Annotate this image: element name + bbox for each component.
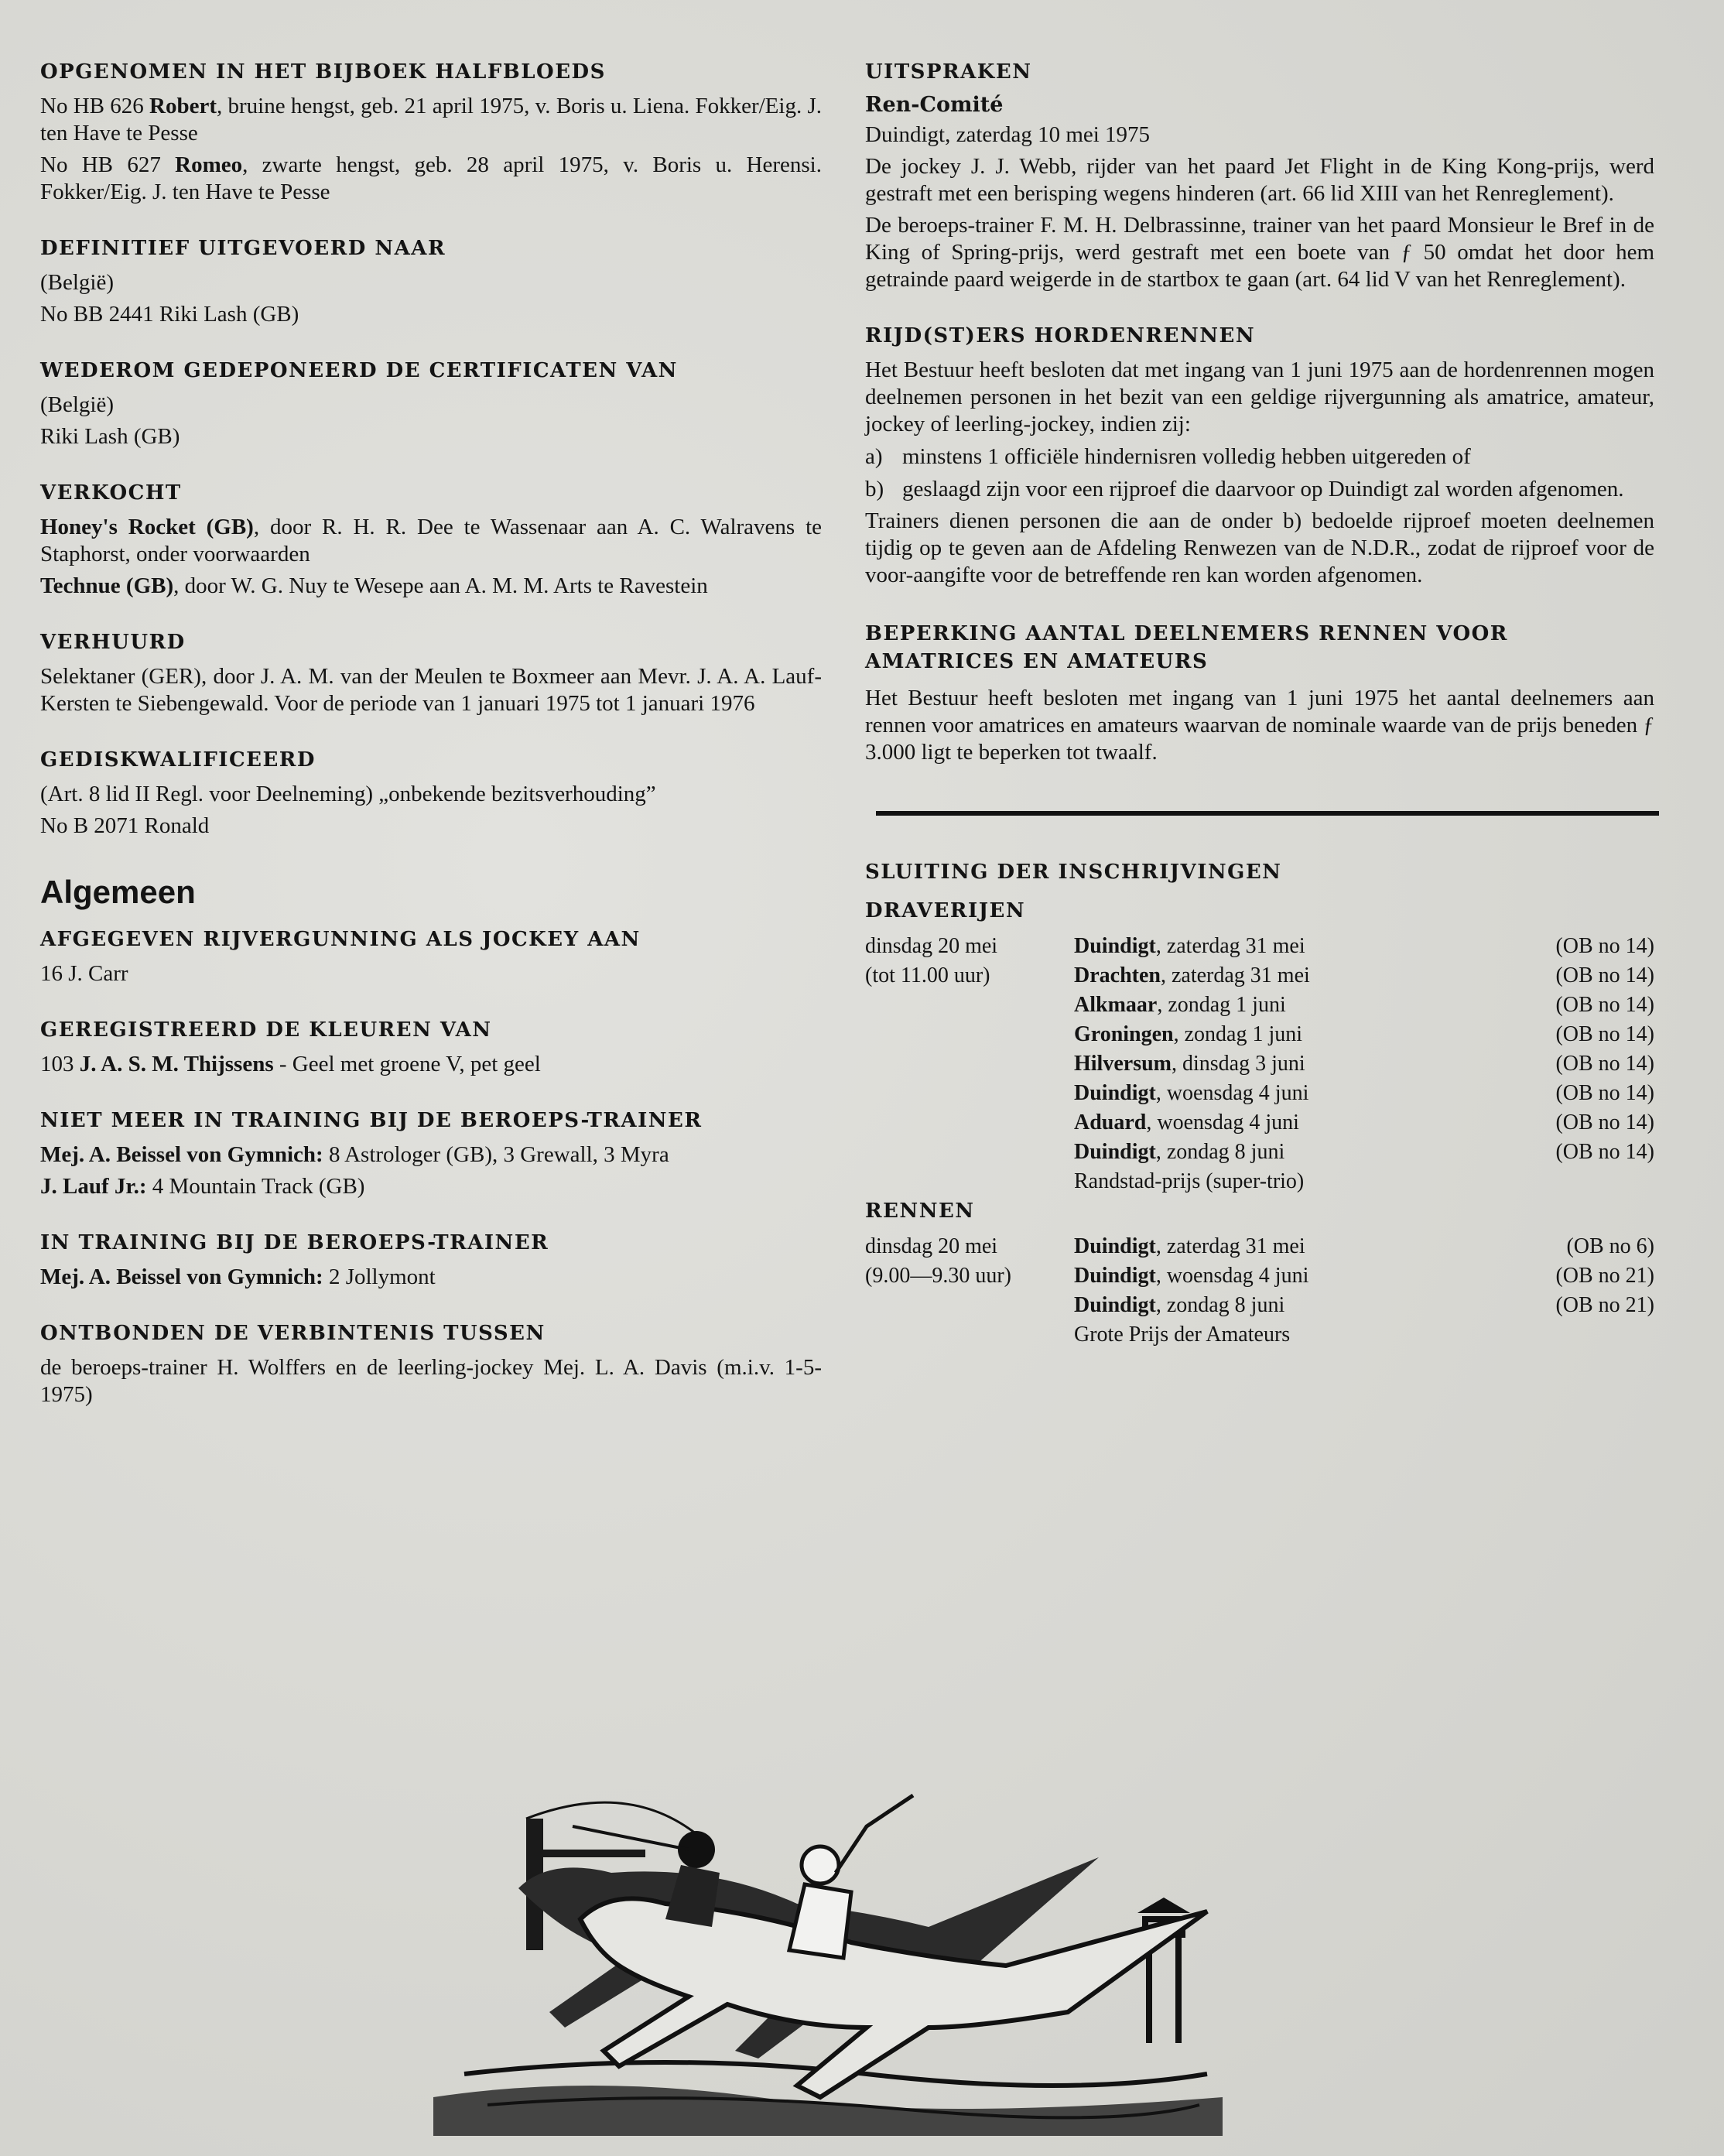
subheading-draverijen: DRAVERIJEN [865, 899, 1026, 922]
deadline-cell: (tot 11.00 uur) [865, 963, 990, 987]
draverijen-schedule [865, 932, 1654, 1196]
schedule-note-row [865, 1167, 1654, 1196]
country-line: (België) [40, 392, 115, 417]
entry: No B 2071 Ronald [40, 813, 210, 838]
meeting-cell: Duindigt, zondag 8 juni [1074, 1293, 1285, 1317]
divider-rule [876, 811, 1659, 816]
schedule-row [865, 1020, 1654, 1049]
schedule-row [865, 1138, 1654, 1167]
section-uitspraken [865, 60, 1654, 293]
section-sluiting [865, 861, 1654, 1350]
entry: No BB 2441 Riki Lash (GB) [40, 302, 299, 327]
meeting-cell: Duindigt, woensdag 4 juni [1074, 1081, 1309, 1105]
entry: Riki Lash (GB) [40, 424, 180, 449]
section-niet-meer-in-training [40, 1109, 822, 1200]
deadline-cell: dinsdag 20 mei [865, 1234, 998, 1258]
entry: Selektaner (GER), door J. A. M. van der Meulen te Boxmeer aan Mevr. J. A. A. Lauf-Kersten te Siebengewald. Voor de periode van 1 januari 1975 tot 1 januari 1976 [40, 664, 822, 716]
entry: Technue (GB), door W. G. Nuy te Wesepe aan A. M. M. Arts te Ravestein [40, 573, 708, 598]
section-heading: IN TRAINING BIJ DE BEROEPS-TRAINER [40, 1231, 549, 1254]
ob-reference-cell: (OB no 14) [1555, 993, 1654, 1017]
entry: Honey's Rocket (GB), door R. H. R. Dee te Wassenaar aan A. C. Walravens te Staphorst, onder voorwaarden [40, 515, 822, 566]
schedule-row [865, 1232, 1654, 1261]
section-uitgevoerd [40, 237, 822, 328]
entry: 16 J. Carr [40, 961, 128, 986]
meeting-cell: Duindigt, zaterdag 31 mei [1074, 1234, 1305, 1258]
section-bijboek [40, 60, 822, 206]
meeting-cell: Hilversum, dinsdag 3 juni [1074, 1052, 1305, 1076]
deadline-cell [865, 1138, 1074, 1167]
section-heading: GEDISKWALIFICEERD [40, 748, 316, 772]
section-heading: VERHUURD [40, 631, 186, 654]
subheading-rennen: RENNEN [865, 1199, 975, 1223]
section-heading: UITSPRAKEN [865, 60, 1032, 84]
schedule-row [865, 961, 1654, 991]
deadline-cell: (9.00—9.30 uur) [865, 1264, 1011, 1288]
entry: No HB 626 Robert, bruine hengst, geb. 21 april 1975, v. Boris u. Liena. Fokker/Eig. J. ten Have te Pesse [40, 94, 823, 145]
deadline-cell [865, 1049, 1074, 1079]
section-heading: VERKOCHT [40, 481, 182, 505]
ob-reference-cell: (OB no 14) [1555, 1081, 1654, 1105]
left-column [40, 60, 822, 1439]
rennen-schedule [865, 1232, 1654, 1350]
meeting-cell: Duindigt, woensdag 4 juni [1074, 1264, 1309, 1288]
section-heading: SLUITING DER INSCHRIJVINGEN [865, 861, 1282, 884]
entry: Mej. A. Beissel von Gymnich: 8 Astrologer (GB), 3 Grewall, 3 Myra [40, 1142, 669, 1167]
section-heading: DEFINITIEF UITGEVOERD NAAR [40, 237, 446, 260]
meeting-cell: Aduard, woensdag 4 juni [1074, 1111, 1299, 1134]
date-line: Duindigt, zaterdag 10 mei 1975 [865, 122, 1151, 147]
entry: 103 J. A. S. M. Thijssens - Geel met groene V, pet geel [40, 1052, 541, 1076]
race-name-note: Grote Prijs der Amateurs [1074, 1323, 1291, 1347]
schedule-row [865, 1049, 1654, 1079]
entry: J. Lauf Jr.: 4 Mountain Track (GB) [40, 1174, 365, 1199]
section-hordenrennen [865, 324, 1654, 589]
meeting-cell: Alkmaar, zondag 1 juni [1074, 993, 1286, 1017]
steeplechase-horses-woodcut-icon [433, 1733, 1223, 2136]
subheading: Ren-Comité [865, 93, 1004, 117]
ruling-paragraph: De jockey J. J. Webb, rijder van het paard Jet Flight in de King Kong-prijs, werd gestraft met een berisping wegens hinderen (art. 66 lid XIII van het Renreglement). [865, 154, 1654, 206]
country-line: (België) [40, 270, 115, 295]
section-rijvergunning [40, 928, 822, 987]
race-name-note: Randstad-prijs (super-trio) [1074, 1169, 1305, 1193]
schedule-note-row [865, 1320, 1654, 1350]
section-heading: RIJD(ST)ERS HORDENRENNEN [865, 324, 1256, 347]
ob-reference-cell: (OB no 14) [1555, 963, 1654, 987]
ob-reference-cell: (OB no 14) [1555, 934, 1654, 958]
section-heading: NIET MEER IN TRAINING BIJ DE BEROEPS-TRAINER [40, 1109, 703, 1132]
section-kleuren [40, 1018, 822, 1078]
deadline-cell [865, 1079, 1074, 1108]
section-gediskwalificeerd [40, 748, 822, 840]
meeting-cell: Duindigt, zondag 8 juni [1074, 1140, 1285, 1164]
schedule-row [865, 1079, 1654, 1108]
algemeen-title: Algemeen [40, 874, 196, 910]
ob-reference-cell: (OB no 14) [1555, 1052, 1654, 1076]
deadline-cell [865, 1291, 1074, 1320]
schedule-row [865, 1291, 1654, 1320]
section-gedeponeerd [40, 359, 822, 450]
section-heading: BEPERKING AANTAL DEELNEMERS RENNEN VOOR AMATRICES EN AMATEURS [865, 622, 1508, 673]
schedule-row [865, 1108, 1654, 1138]
ob-reference-cell: (OB no 21) [1555, 1264, 1654, 1288]
ob-reference-cell: (OB no 14) [1555, 1140, 1654, 1164]
right-column [865, 60, 1654, 1381]
section-heading: ONTBONDEN DE VERBINTENIS TUSSEN [40, 1322, 546, 1345]
entry: Mej. A. Beissel von Gymnich: 2 Jollymont [40, 1265, 436, 1289]
section-beperking [865, 620, 1654, 766]
paragraph: Trainers dienen personen die aan de onder b) bedoelde rijproef moeten deelnemen tijdig op te geven aan de Afdeling Renwezen van de N.D.R., zodat de rijproef voor de voor-aangifte voor de betreffende ren kan worden afgenomen. [865, 508, 1654, 587]
schedule-row [865, 991, 1654, 1020]
ob-reference-cell: (OB no 6) [1566, 1234, 1654, 1258]
meeting-cell: Drachten, zaterdag 31 mei [1074, 963, 1310, 987]
schedule-row [865, 932, 1654, 961]
regulation-line: (Art. 8 lid II Regl. voor Deelneming) „onbekende bezitsverhouding” [40, 782, 656, 806]
ruling-paragraph: De beroeps-trainer F. M. H. Delbrassinne, trainer van het paard Monsieur le Bref in de King of Spring-prijs, werd gestraft met een boete van ƒ 50 omdat het door hem getrainde paard weigerde in de startbox te gaan (art. 64 lid V van het Renreglement). [865, 213, 1654, 292]
section-in-training [40, 1231, 822, 1291]
ob-reference-cell: (OB no 21) [1555, 1293, 1654, 1317]
list-item: b) geslaagd zijn voor een rijproef die daarvoor op Duindigt zal worden afgenomen. [865, 477, 1624, 501]
deadline-cell: dinsdag 20 mei [865, 934, 998, 958]
section-verkocht [40, 481, 822, 600]
deadline-cell [865, 1020, 1074, 1049]
meeting-cell: Duindigt, zaterdag 31 mei [1074, 934, 1305, 958]
meeting-cell: Groningen, zondag 1 juni [1074, 1022, 1303, 1046]
deadline-cell [865, 1108, 1074, 1138]
section-heading: OPGENOMEN IN HET BIJBOEK HALFBLOEDS [40, 60, 606, 84]
entry: de beroeps-trainer H. Wolffers en de leerling-jockey Mej. L. A. Davis (m.i.v. 1-5-1975) [40, 1355, 822, 1407]
paragraph: Het Bestuur heeft besloten dat met ingang van 1 juni 1975 aan de hordenrennen mogen deelnemen personen in het bezit van een geldige rijvergunning als amatrice, amateur, jockey of leerling-jockey, indien zij: [865, 358, 1654, 436]
ob-reference-cell: (OB no 14) [1555, 1111, 1654, 1134]
ob-reference-cell: (OB no 14) [1555, 1022, 1654, 1046]
paragraph: Het Bestuur heeft besloten met ingang van 1 juni 1975 het aantal deelnemers aan rennen voor amatrices en amateurs waarvan de nominale waarde van de prijs beneden ƒ 3.000 ligt te beperken tot twaalf. [865, 686, 1654, 765]
entry: No HB 627 Romeo, zwarte hengst, geb. 28 april 1975, v. Boris u. Herensi. Fokker/Eig. J. ten Have te Pesse [40, 152, 822, 204]
section-heading: AFGEGEVEN RIJVERGUNNING ALS JOCKEY AAN [40, 928, 641, 951]
schedule-row [865, 1261, 1654, 1291]
section-verhuurd [40, 631, 822, 717]
section-heading: GEREGISTREERD DE KLEUREN VAN [40, 1018, 492, 1042]
section-heading: WEDEROM GEDEPONEERD DE CERTIFICATEN VAN [40, 359, 678, 382]
list-item: a) minstens 1 officiële hindernisren volledig hebben uitgereden of [865, 444, 1471, 469]
section-ontbonden [40, 1322, 822, 1408]
deadline-cell [865, 991, 1074, 1020]
